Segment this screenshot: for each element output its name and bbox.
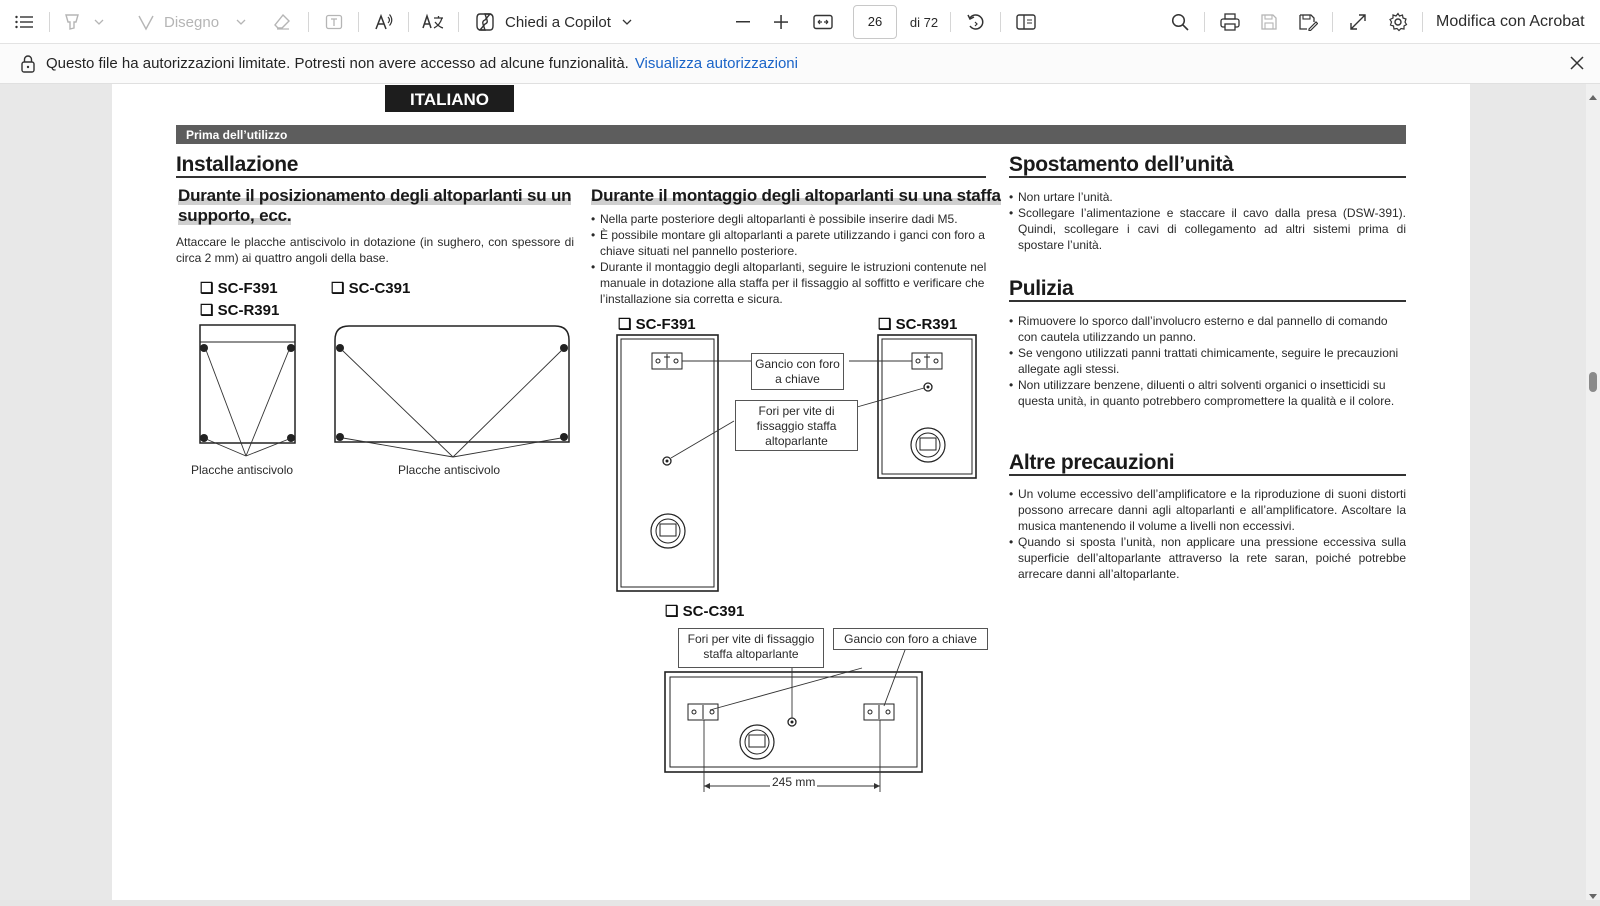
edit-with-acrobat-button[interactable]: Modifica con Acrobat bbox=[1436, 13, 1585, 30]
model-label-c391-staffa: ❑ SC-C391 bbox=[665, 603, 745, 620]
contents-list-icon[interactable] bbox=[12, 0, 36, 44]
pulizia-bullet-3: • Non utilizzare benzene, diluenti o altri solventi organici o insetticidi su questa unità, in quanto potrebbero compromettere la qualità e il colore. bbox=[1009, 377, 1406, 409]
heading-spostamento: Spostamento dell’unità bbox=[1009, 153, 1234, 176]
caption-placche-left: Placche antiscivolo bbox=[191, 463, 294, 477]
fit-page-icon[interactable] bbox=[811, 0, 835, 44]
separator bbox=[308, 12, 309, 32]
translate-icon[interactable] bbox=[420, 0, 446, 44]
view-permissions-link[interactable]: Visualizza autorizzazioni bbox=[634, 55, 798, 72]
heading-installazione: Installazione bbox=[176, 153, 299, 176]
chevron-down-icon[interactable] bbox=[620, 0, 634, 44]
separator bbox=[1204, 12, 1205, 32]
staffa-bullets bbox=[591, 211, 987, 307]
separator bbox=[408, 12, 409, 32]
spostamento-bullet-1: • Non urtare l’unità. bbox=[1009, 189, 1406, 205]
model-label-r391-staffa: ❑ SC-R391 bbox=[878, 316, 958, 333]
heading-rule bbox=[1009, 176, 1406, 178]
read-aloud-icon[interactable] bbox=[372, 0, 396, 44]
separator bbox=[950, 12, 951, 32]
heading-rule bbox=[176, 176, 986, 178]
callout-gancio-c: Gancio con foro a chiave bbox=[833, 628, 988, 650]
eraser-icon[interactable] bbox=[270, 0, 294, 44]
pulizia-bullets bbox=[1009, 313, 1406, 409]
close-icon[interactable] bbox=[1570, 56, 1584, 74]
draw-button[interactable] bbox=[164, 0, 226, 44]
pulizia-bullet-1: • Rimuovere lo sporco dall’involucro esterno e dal pannello di comando con cautela utilizzando un panno. bbox=[1009, 313, 1406, 345]
model-label-f391: ❑ SC-F391 bbox=[200, 280, 278, 297]
subheading-staffa bbox=[591, 186, 1001, 206]
copilot-icon[interactable] bbox=[472, 0, 498, 44]
heading-rule bbox=[1009, 300, 1406, 302]
separator bbox=[1332, 12, 1333, 32]
scrollbar-thumb[interactable] bbox=[1589, 372, 1597, 392]
save-as-icon[interactable] bbox=[1296, 0, 1320, 44]
copilot-label: Chiedi a Copilot bbox=[505, 13, 611, 31]
figure-base-horizontal bbox=[333, 324, 573, 460]
heading-rule bbox=[1009, 474, 1406, 476]
text-box-icon[interactable] bbox=[322, 0, 346, 44]
zoom-in-icon[interactable] bbox=[770, 0, 792, 44]
separator bbox=[458, 12, 459, 32]
scrollbar[interactable] bbox=[1586, 84, 1600, 900]
draw-label: Disegno bbox=[164, 13, 220, 31]
scroll-up-icon[interactable] bbox=[1588, 88, 1598, 106]
model-label-f391-staffa: ❑ SC-F391 bbox=[618, 316, 696, 333]
altre-bullets bbox=[1009, 486, 1406, 582]
page-number-input[interactable]: 26 bbox=[853, 5, 897, 39]
spostamento-bullets bbox=[1009, 189, 1406, 253]
altre-bullet-2: • Quando si sposta l’unità, non applicare una pressione eccessiva sulla superficie dell’altoparlante attraverso la rete saran, poiché potrebbe arrecare danni all’altoparlante. bbox=[1009, 534, 1406, 582]
permissions-infobar bbox=[0, 44, 1600, 84]
staffa-bullet-2: • È possibile montare gli altoparlanti a parete utilizzando i ganci con foro a chiave situati nel pannello posteriore. bbox=[591, 227, 987, 259]
model-label-r391: ❑ SC-R391 bbox=[200, 302, 280, 319]
paragraph-placche: Attaccare le placche antiscivolo in dotazione (in sughero, con spessore di circa 2 mm) ai quattro angoli della base. bbox=[176, 235, 574, 265]
dimension-label: 245 mm bbox=[772, 775, 816, 789]
print-icon[interactable] bbox=[1217, 0, 1243, 44]
staffa-bullet-1: • Nella parte posteriore degli altoparlanti è possibile inserire dadi M5. bbox=[591, 211, 987, 227]
toolbar bbox=[0, 0, 1600, 44]
subheading-supporto bbox=[178, 186, 571, 226]
pulizia-bullet-2: • Se vengono utilizzati panni trattati chimicamente, seguire le precauzioni allegate agli stessi. bbox=[1009, 345, 1406, 377]
infobar-text: Questo file ha autorizzazioni limitate. Potresti non avere accesso ad alcune funzionalità. bbox=[46, 55, 629, 72]
ask-copilot-button[interactable] bbox=[505, 0, 617, 44]
gear-icon[interactable] bbox=[1386, 0, 1410, 44]
subheading-line1: Durante il posizionamento degli altoparlanti su un bbox=[178, 186, 572, 205]
altre-bullet-1: • Un volume eccessivo dell’amplificatore e la riproduzione di suoni distorti possono arrecare danni agli altoparlanti e all’amplificatore. Ascoltare la musica mantenendo il volume a livelli non eccessivi. bbox=[1009, 486, 1406, 534]
separator bbox=[49, 12, 50, 32]
section-header-bar: Prima dell’utilizzo bbox=[176, 125, 1406, 144]
callout-fori: Fori per vite di fissaggio staffa altoparlante bbox=[735, 400, 858, 451]
separator bbox=[1000, 12, 1001, 32]
model-label-c391: ❑ SC-C391 bbox=[331, 280, 411, 297]
chevron-down-icon[interactable] bbox=[92, 0, 106, 44]
page-total: di 72 bbox=[909, 14, 939, 30]
heading-altre-precauzioni: Altre precauzioni bbox=[1009, 451, 1175, 474]
page-view-icon[interactable] bbox=[1013, 0, 1039, 44]
draw-icon[interactable] bbox=[134, 0, 158, 44]
language-tab: ITALIANO bbox=[385, 85, 514, 112]
spostamento-bullet-2: • Scollegare l’alimentazione e staccare il cavo dalla presa (DSW-391). Quindi, scollegare i cavi di collegamento ad altri sistemi prima di spostare l’unità. bbox=[1009, 205, 1406, 253]
subheading-line2: supporto, ecc. bbox=[178, 206, 292, 225]
lock-icon bbox=[20, 55, 36, 77]
separator bbox=[358, 12, 359, 32]
staffa-bullet-3: • Durante il montaggio degli altoparlanti, seguire le istruzioni contenute nel manuale in dotazione alla staffa per il fissaggio al soffitto e verificare che l’installazione sia corretta e sicura. bbox=[591, 259, 987, 307]
caption-placche-right: Placche antiscivolo bbox=[398, 463, 501, 477]
separator bbox=[1422, 12, 1423, 32]
scroll-down-icon[interactable] bbox=[1588, 888, 1598, 906]
zoom-out-icon[interactable] bbox=[732, 0, 754, 44]
search-icon[interactable] bbox=[1168, 0, 1192, 44]
fullscreen-icon[interactable] bbox=[1346, 0, 1370, 44]
subheading-staffa-text: Durante il montaggio degli altoparlanti su una staffa bbox=[591, 186, 1001, 205]
save-icon[interactable] bbox=[1257, 0, 1281, 44]
rotate-icon[interactable] bbox=[964, 0, 988, 44]
infobar-message bbox=[46, 55, 798, 72]
figure-base-vertical bbox=[196, 322, 298, 458]
callout-fori-c: Fori per vite di fissaggio staffa altoparlante bbox=[678, 628, 824, 668]
heading-pulizia: Pulizia bbox=[1009, 277, 1074, 300]
highlighter-icon[interactable] bbox=[60, 0, 84, 44]
chevron-down-icon[interactable] bbox=[234, 0, 248, 44]
callout-gancio: Gancio con foro a chiave bbox=[751, 353, 844, 390]
